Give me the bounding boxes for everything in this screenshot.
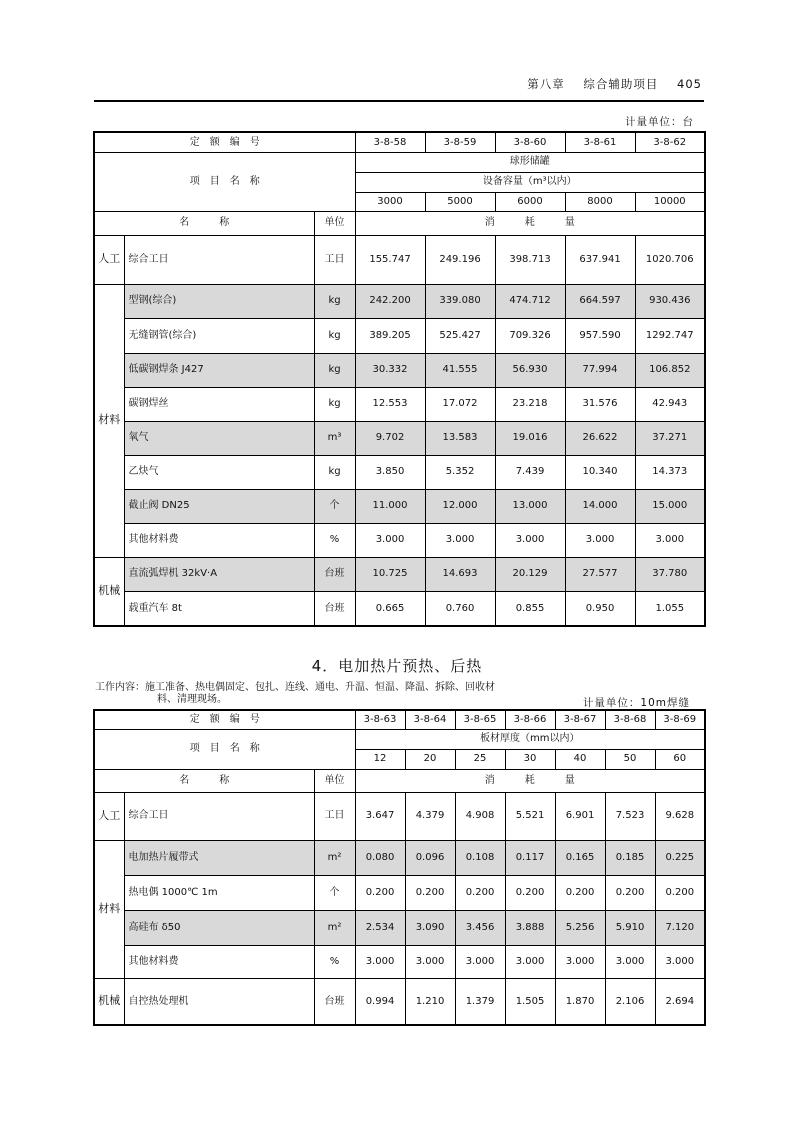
value-cell: 14.000: [565, 489, 635, 523]
group-label: 球形储罐: [355, 152, 705, 172]
table-row: [94, 769, 705, 792]
value-cell: 12.553: [355, 387, 425, 421]
value-cell: 9.628: [655, 792, 705, 840]
code-cell: 3-8-66: [505, 710, 555, 729]
param-cell: 40: [555, 749, 605, 769]
value-cell: 664.597: [565, 284, 635, 318]
value-cell: 525.427: [425, 318, 495, 353]
value-cell: 398.713: [495, 235, 565, 284]
work-content-line-1: 工作内容：施工准备、热电偶固定、包扎、连线、通电、升温、恒温、降温、拆除、回收材: [95, 682, 495, 693]
value-cell: 1020.706: [635, 235, 705, 284]
table-row: [94, 353, 705, 387]
value-cell: 0.225: [655, 840, 705, 875]
unit-cell: kg: [314, 284, 355, 318]
value-cell: 7.120: [655, 910, 705, 945]
value-cell: 0.117: [505, 840, 555, 875]
value-cell: 637.941: [565, 235, 635, 284]
table-row: [94, 523, 705, 557]
value-cell: 23.218: [495, 387, 565, 421]
unit-cell: 个: [314, 875, 355, 910]
value-cell: 10.340: [565, 455, 635, 489]
table2-unit: 计量单位：10m焊缝: [582, 697, 690, 709]
value-cell: 3.850: [355, 455, 425, 489]
param-cell: 6000: [495, 192, 565, 211]
table-row: [94, 132, 705, 152]
value-cell: 3.647: [355, 792, 405, 840]
value-cell: 2.534: [355, 910, 405, 945]
item-name: 电加热片履带式: [124, 840, 314, 875]
unit-cell: %: [314, 945, 355, 978]
value-cell: 41.555: [425, 353, 495, 387]
value-cell: 249.196: [425, 235, 495, 284]
unit-cell: 台班: [314, 557, 355, 591]
value-cell: 0.200: [455, 875, 505, 910]
value-cell: 0.200: [355, 875, 405, 910]
value-cell: 5.910: [605, 910, 655, 945]
value-cell: 1.210: [405, 978, 455, 1025]
value-cell: 3.000: [605, 945, 655, 978]
param-cell: 20: [405, 749, 455, 769]
item-name-label: 项 目 名 称: [94, 152, 355, 211]
item-name: 无缝钢管(综合): [124, 318, 314, 353]
value-cell: 1.505: [505, 978, 555, 1025]
code-cell: 3-8-58: [355, 132, 425, 152]
param-cell: 8000: [565, 192, 635, 211]
table-row: [94, 284, 705, 318]
param-cell: 60: [655, 749, 705, 769]
value-cell: 13.000: [495, 489, 565, 523]
category-cell: 机械: [94, 557, 124, 626]
chapter-label: 第八章: [527, 77, 565, 91]
value-cell: 1.055: [635, 591, 705, 626]
value-cell: 2.694: [655, 978, 705, 1025]
table-row: [94, 729, 705, 749]
table-row: [94, 318, 705, 353]
table-row: [94, 710, 705, 729]
value-cell: 106.852: [635, 353, 705, 387]
value-cell: 0.855: [495, 591, 565, 626]
value-cell: 17.072: [425, 387, 495, 421]
value-cell: 3.090: [405, 910, 455, 945]
table-row: [94, 910, 705, 945]
value-cell: 37.271: [635, 421, 705, 455]
table-row: [94, 455, 705, 489]
code-cell: 3-8-62: [635, 132, 705, 152]
category-cell: 人工: [94, 235, 124, 284]
unit-label: 单位: [314, 211, 355, 235]
code-cell: 3-8-65: [455, 710, 505, 729]
value-cell: 42.943: [635, 387, 705, 421]
value-cell: 0.080: [355, 840, 405, 875]
unit-cell: kg: [314, 353, 355, 387]
item-name: 载重汽车 8t: [124, 591, 314, 626]
code-label: 定 额 编 号: [94, 710, 355, 729]
value-cell: 7.523: [605, 792, 655, 840]
page-number: 405: [677, 77, 702, 91]
table-row: [94, 945, 705, 978]
unit-cell: m³: [314, 421, 355, 455]
name-label: 名 称: [94, 211, 314, 235]
table1-unit: 计量单位：台: [625, 116, 694, 128]
quota-table-1: [93, 131, 706, 627]
value-cell: 13.583: [425, 421, 495, 455]
value-cell: 6.901: [555, 792, 605, 840]
table-row: [94, 840, 705, 875]
item-name: 截止阀 DN25: [124, 489, 314, 523]
value-cell: 0.665: [355, 591, 425, 626]
value-cell: 0.096: [405, 840, 455, 875]
table-row: [94, 489, 705, 523]
value-cell: 3.000: [505, 945, 555, 978]
table-row: [94, 235, 705, 284]
value-cell: 0.108: [455, 840, 505, 875]
value-cell: 11.000: [355, 489, 425, 523]
unit-cell: kg: [314, 318, 355, 353]
chapter-title: 综合辅助项目: [583, 77, 659, 91]
item-name: 型钢(综合): [124, 284, 314, 318]
value-cell: 339.080: [425, 284, 495, 318]
value-cell: 1.379: [455, 978, 505, 1025]
category-cell: 机械: [94, 978, 124, 1025]
value-cell: 19.016: [495, 421, 565, 455]
value-cell: 77.994: [565, 353, 635, 387]
code-cell: 3-8-63: [355, 710, 405, 729]
section-title: 4．电加热片预热、后热: [311, 657, 483, 675]
param-cell: 50: [605, 749, 655, 769]
code-cell: 3-8-64: [405, 710, 455, 729]
item-name: 直流弧焊机 32kV·A: [124, 557, 314, 591]
code-cell: 3-8-59: [425, 132, 495, 152]
item-name: 综合工日: [124, 235, 314, 284]
code-cell: 3-8-61: [565, 132, 635, 152]
value-cell: 14.693: [425, 557, 495, 591]
value-cell: 0.200: [405, 875, 455, 910]
param-cell: 3000: [355, 192, 425, 211]
value-cell: 14.373: [635, 455, 705, 489]
unit-cell: 工日: [314, 792, 355, 840]
category-cell: 材料: [94, 284, 124, 557]
value-cell: 155.747: [355, 235, 425, 284]
value-cell: 2.106: [605, 978, 655, 1025]
value-cell: 3.000: [405, 945, 455, 978]
value-cell: 26.622: [565, 421, 635, 455]
value-cell: 12.000: [425, 489, 495, 523]
group-label: 板材厚度（mm以内）: [355, 729, 705, 749]
value-cell: 3.000: [425, 523, 495, 557]
value-cell: 0.200: [605, 875, 655, 910]
item-name: 其他材料费: [124, 945, 314, 978]
unit-cell: m²: [314, 840, 355, 875]
value-cell: 709.326: [495, 318, 565, 353]
value-cell: 1292.747: [635, 318, 705, 353]
code-cell: 3-8-67: [555, 710, 605, 729]
value-cell: 957.590: [565, 318, 635, 353]
unit-cell: m²: [314, 910, 355, 945]
code-cell: 3-8-69: [655, 710, 705, 729]
category-cell: 人工: [94, 792, 124, 840]
value-cell: 3.000: [655, 945, 705, 978]
value-cell: 5.256: [555, 910, 605, 945]
value-cell: 7.439: [495, 455, 565, 489]
code-cell: 3-8-68: [605, 710, 655, 729]
table-row: [94, 557, 705, 591]
value-cell: 242.200: [355, 284, 425, 318]
value-cell: 0.185: [605, 840, 655, 875]
work-content-line-2: 料、清理现场。: [157, 694, 227, 705]
param-cell: 10000: [635, 192, 705, 211]
value-cell: 3.888: [505, 910, 555, 945]
unit-cell: kg: [314, 387, 355, 421]
table-row: [94, 875, 705, 910]
value-cell: 3.000: [565, 523, 635, 557]
unit-cell: 台班: [314, 978, 355, 1025]
table-row: [94, 792, 705, 840]
value-cell: 5.521: [505, 792, 555, 840]
value-cell: 0.200: [555, 875, 605, 910]
table-row: [94, 387, 705, 421]
value-cell: 474.712: [495, 284, 565, 318]
value-cell: 31.576: [565, 387, 635, 421]
item-name-label: 项 目 名 称: [94, 729, 355, 769]
unit-cell: 台班: [314, 591, 355, 626]
item-name: 热电偶 1000℃ 1m: [124, 875, 314, 910]
unit-cell: 工日: [314, 235, 355, 284]
value-cell: 3.456: [455, 910, 505, 945]
table-row: [94, 152, 705, 172]
quota-table-2: [93, 709, 706, 1026]
unit-cell: kg: [314, 455, 355, 489]
item-name: 氧气: [124, 421, 314, 455]
value-cell: 3.000: [495, 523, 565, 557]
item-name: 乙炔气: [124, 455, 314, 489]
value-cell: 5.352: [425, 455, 495, 489]
table-row: [94, 421, 705, 455]
value-cell: 9.702: [355, 421, 425, 455]
value-cell: 15.000: [635, 489, 705, 523]
item-name: 碳钢焊丝: [124, 387, 314, 421]
item-name: 其他材料费: [124, 523, 314, 557]
item-name: 低碳钢焊条 J427: [124, 353, 314, 387]
value-cell: 0.200: [505, 875, 555, 910]
code-label: 定 额 编 号: [94, 132, 355, 152]
value-cell: 27.577: [565, 557, 635, 591]
unit-label: 单位: [314, 769, 355, 792]
value-cell: 1.870: [555, 978, 605, 1025]
category-cell: 材料: [94, 840, 124, 978]
param-cell: 12: [355, 749, 405, 769]
table-row: [94, 211, 705, 235]
value-cell: 56.930: [495, 353, 565, 387]
value-cell: 930.436: [635, 284, 705, 318]
consume-label: 消 耗 量: [355, 211, 705, 235]
unit-cell: %: [314, 523, 355, 557]
value-cell: 0.760: [425, 591, 495, 626]
value-cell: 3.000: [455, 945, 505, 978]
value-cell: 37.780: [635, 557, 705, 591]
value-cell: 4.908: [455, 792, 505, 840]
name-label: 名 称: [94, 769, 314, 792]
value-cell: 3.000: [635, 523, 705, 557]
param-cell: 5000: [425, 192, 495, 211]
value-cell: 0.994: [355, 978, 405, 1025]
value-cell: 20.129: [495, 557, 565, 591]
value-cell: 0.950: [565, 591, 635, 626]
param-cell: 25: [455, 749, 505, 769]
item-name: 综合工日: [124, 792, 314, 840]
item-name: 自控热处理机: [124, 978, 314, 1025]
page-header: [94, 72, 704, 102]
unit-cell: 个: [314, 489, 355, 523]
sub-label: 设备容量（m³以内）: [355, 172, 705, 192]
value-cell: 3.000: [355, 945, 405, 978]
value-cell: 389.205: [355, 318, 425, 353]
param-cell: 30: [505, 749, 555, 769]
header-text: [527, 76, 702, 92]
consume-label: 消 耗 量: [355, 769, 705, 792]
value-cell: 4.379: [405, 792, 455, 840]
value-cell: 10.725: [355, 557, 425, 591]
value-cell: 30.332: [355, 353, 425, 387]
value-cell: 3.000: [555, 945, 605, 978]
value-cell: 3.000: [355, 523, 425, 557]
item-name: 高硅布 δ50: [124, 910, 314, 945]
table-row: [94, 591, 705, 626]
table-row: [94, 978, 705, 1025]
value-cell: 0.200: [655, 875, 705, 910]
code-cell: 3-8-60: [495, 132, 565, 152]
value-cell: 0.165: [555, 840, 605, 875]
